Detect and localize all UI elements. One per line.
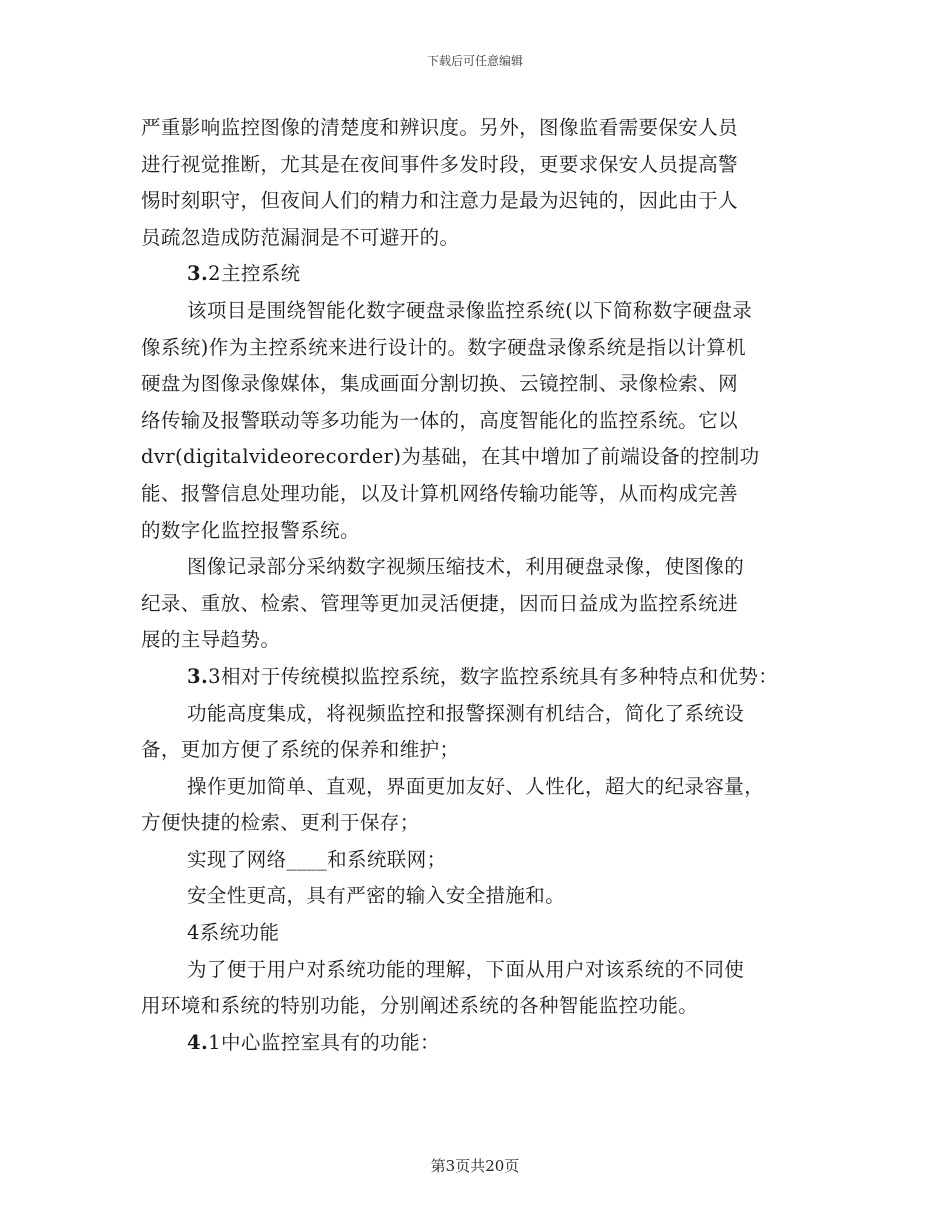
section-number: 4. bbox=[187, 1030, 209, 1054]
line-text: 用环境和系统的特别功能，分别阐述系统的各种智能监控功能。 bbox=[141, 994, 699, 1018]
line-text: 操作更加简单、直观，界面更加友好、人性化，超大的纪录容量， bbox=[187, 774, 765, 798]
text-line bbox=[141, 403, 811, 440]
text-line bbox=[141, 952, 811, 989]
text-line bbox=[141, 659, 811, 696]
line-text: 像系统)作为主控系统来进行设计的。数字硬盘录像系统是指以计算机 bbox=[141, 335, 747, 359]
line-text: 进行视觉推断，尤其是在夜间事件多发时段，更要求保安人员提高警 bbox=[141, 152, 739, 176]
text-line bbox=[141, 915, 811, 952]
line-text: dvr(digitalvideorecorder)为基础，在其中增加了前端设备的控制功 bbox=[141, 445, 760, 469]
text-line bbox=[141, 549, 811, 586]
text-line bbox=[141, 622, 811, 659]
line-text: 能、报警信息处理功能，以及计算机网络传输功能等，从而构成完善 bbox=[141, 481, 739, 505]
text-line bbox=[141, 842, 811, 879]
line-text: 展的主导趋势。 bbox=[141, 628, 281, 652]
text-line bbox=[141, 220, 811, 257]
line-text: 图像记录部分采纳数字视频压缩技术，利用硬盘录像，使图像的 bbox=[187, 555, 745, 579]
text-line bbox=[141, 147, 811, 184]
text-line bbox=[141, 110, 811, 147]
text-line bbox=[141, 293, 811, 330]
line-text: 4系统功能 bbox=[187, 921, 280, 945]
line-text: 功能高度集成，将视频监控和报警探测有机结合，简化了系统设 bbox=[187, 701, 745, 725]
line-text: 1中心监控室具有的功能： bbox=[208, 1030, 440, 1054]
line-text: 员疏忽造成防范漏洞是不可避开的。 bbox=[141, 225, 460, 249]
line-text: 严重影响监控图像的清楚度和辨识度。另外，图像监看需要保安人员 bbox=[141, 116, 739, 139]
page-footer: 第3页共20页 bbox=[430, 1157, 520, 1175]
page-header: 下载后可任意编辑 bbox=[426, 54, 523, 68]
text-line bbox=[141, 586, 811, 623]
line-text: 2主控系统 bbox=[208, 262, 301, 286]
line-text: 3相对于传统模拟监控系统，数字监控系统具有多种特点和优势： bbox=[208, 664, 779, 688]
line-text: 的数字化监控报警系统。 bbox=[141, 518, 360, 542]
text-line bbox=[141, 769, 811, 806]
text-line bbox=[141, 805, 811, 842]
line-text: 备，更加方便了系统的保养和维护； bbox=[141, 738, 460, 762]
line-text: 惕时刻职守，但夜间人们的精力和注意力是最为迟钝的，因此由于人 bbox=[141, 189, 739, 213]
document-body bbox=[141, 110, 811, 1061]
text-line bbox=[141, 476, 811, 513]
line-text: 该项目是围绕智能化数字硬盘录像监控系统(以下简称数字硬盘录 bbox=[187, 298, 753, 322]
text-line bbox=[141, 1025, 811, 1062]
section-number: 3. bbox=[187, 664, 209, 688]
line-text: 硬盘为图像录像媒体，集成画面分割切换、云镜控制、录像检索、网 bbox=[141, 372, 739, 396]
line-text: 安全性更高，具有严密的输入安全措施和。 bbox=[187, 884, 566, 908]
text-line bbox=[141, 513, 811, 550]
text-line bbox=[141, 988, 811, 1025]
line-text: 方便快捷的检索、更利于保存； bbox=[141, 811, 420, 835]
text-line bbox=[141, 696, 811, 733]
text-line bbox=[141, 439, 811, 476]
line-text: 纪录、重放、检索、管理等更加灵活便捷，因而日益成为监控系统进 bbox=[141, 591, 739, 615]
line-text: 络传输及报警联动等多功能为一体的，高度智能化的监控系统。它以 bbox=[141, 408, 739, 432]
line-text: 实现了网络____和系统联网； bbox=[187, 847, 447, 871]
line-text: 为了便于用户对系统功能的理解，下面从用户对该系统的不同使 bbox=[187, 957, 745, 981]
text-line bbox=[141, 732, 811, 769]
text-line bbox=[141, 183, 811, 220]
section-number: 3. bbox=[187, 262, 209, 286]
text-line bbox=[141, 878, 811, 915]
text-line bbox=[141, 366, 811, 403]
text-line bbox=[141, 256, 811, 293]
text-line bbox=[141, 330, 811, 367]
